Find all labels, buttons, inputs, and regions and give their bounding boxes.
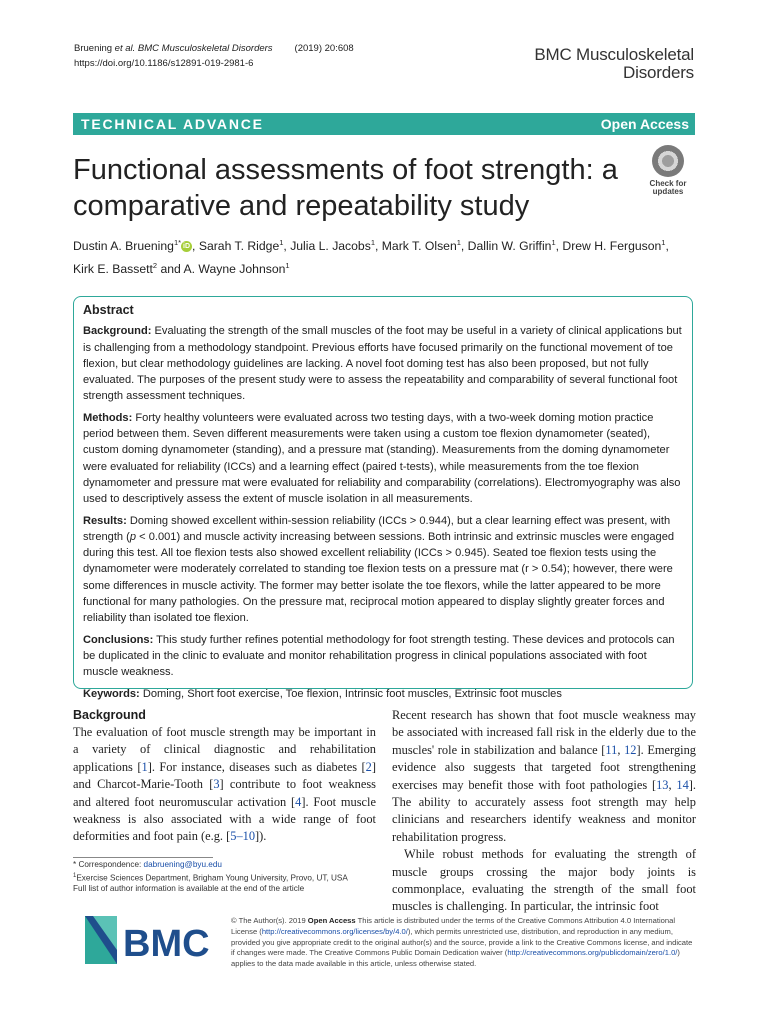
footnote-divider (73, 857, 213, 858)
citation-journal: BMC Musculoskeletal Disorders (137, 43, 273, 54)
body-left-column (73, 707, 376, 846)
body-paragraph: While robust methods for evaluating the strength of muscle groups crossing the major body joints is commonplace, evaluating the strength of the small foot muscles is challenging. In particular, the intrinsic foot (392, 847, 696, 914)
article-type-banner (73, 113, 695, 135)
citation-link[interactable]: 1 (141, 759, 148, 774)
license-link[interactable]: http://creativecommons.org/licenses/by/4.0/ (261, 926, 408, 936)
bmc-logo (83, 910, 223, 968)
bmc-logo-text: BMC (123, 923, 210, 965)
author: Julia L. Jacobs$^1$ (290, 238, 375, 254)
abstract-box (73, 296, 693, 700)
citation-etal: et al. (114, 43, 136, 54)
citation-link[interactable]: 2 (365, 759, 372, 774)
running-header (74, 41, 354, 71)
citation-link[interactable]: 4 (295, 794, 302, 809)
author: Sarah T. Ridge$^1$ (198, 238, 284, 254)
citation-link[interactable]: 12 (624, 742, 637, 757)
article-type-label: TECHNICAL ADVANCE (81, 116, 264, 132)
body-paragraph: Recent research has shown that foot muscle weakness may be associated with increased fall risk in the elderly due to the muscles' role in stabilization and balance [11, 12]. Emerging evidence also suggests that targeted foot strengthening exercises may benefit those with foot pathologies [13, 14]. The ability to accurately assess foot strength may help clinicians and researchers identify weakness and monitor rehabilitation progress. (392, 708, 696, 844)
citation-link[interactable]: 11 (605, 742, 618, 757)
abstract-keywords: Keywords: Doming, Short foot exercise, Toe flexion, Intrinsic foot muscles, Extrinsic foot muscles (83, 687, 562, 700)
citation-authors: Bruening (74, 43, 113, 54)
citation-link[interactable]: 14 (676, 777, 689, 792)
license-statement: © The Author(s). 2019 Open Access This article is distributed under the terms of the Creative Commons Attribution 4.0 International License (http://creativecommons.org/licenses/by/4.0/), which permits unrestricted use, distribution, and reproduction in any medium, provided you give appropriate credit to the original author(s) and the source, provide a link to the Creative Commons license, and indicate if changes were made. The Creative Commons Public Domain Dedication waiver (http://creativecommons.org/publicdomain/zero/1.0/) applies to the data made available in this article, unless otherwise stated. (231, 916, 693, 969)
author-list: Dustin A. Bruening$^{1*}$ iD , Sarah T. Ridge$^1$, Julia L. Jacobs$^1$, Mark T. Olsen$^1$, Dallin W. Griffin$^1$, Drew H. Ferguson$^1$, Kirk E. Bassett$^2$ and A. Wayne Johnson$^1$ (73, 238, 669, 277)
full-list-note: Full list of author information is available at the end of the article (73, 884, 305, 894)
journal-name (534, 46, 694, 82)
author: Drew H. Ferguson$^1$ (562, 238, 666, 254)
journal-name-line2: Disorders (623, 63, 694, 82)
article-title: Functional assessments of foot strength: a comparative and repeatability study (73, 154, 618, 222)
check-updates-line2: updates (652, 187, 684, 196)
citation-year: (2019) 20:608 (294, 43, 354, 54)
correspondence-note: * Correspondence: dabruening@byu.edu (73, 860, 222, 869)
affiliation-note: $^1$Exercise Sciences Department, Brigham Young University, Provo, UT, USA (73, 872, 348, 883)
abstract-conclusions: Conclusions: This study further refines potential methodology for foot strength testing. These devices and protocols can be duplicated in the clinic to evaluate and monitor rehabilitation progress in clinical populations associated with foot muscle weakness. (83, 633, 675, 679)
citation-link[interactable]: 3 (213, 777, 220, 792)
author: Dustin A. Bruening$^{1*}$ (73, 238, 182, 254)
orcid-icon[interactable]: iD (183, 243, 191, 251)
doi-link[interactable]: https://doi.org/10.1186/s12891-019-2981-6 (74, 58, 254, 69)
open-access-label: Open Access (600, 116, 689, 132)
body-paragraph: The evaluation of foot muscle strength may be important in a variety of clinical diagnostic and rehabilitation applications [1]. For instance, diseases such as diabetes [2] and Charcot-Marie-Tooth [3] contribute to foot weakness and altered foot neuromuscular activation [4]. Foot muscle weakness is also associated with a wide range of foot deformities and foot pain (e.g. [5–10]). (73, 725, 376, 844)
section-heading-background: Background (73, 708, 146, 722)
abstract-heading: Abstract (83, 303, 134, 317)
citation-link[interactable]: 13 (656, 777, 669, 792)
abstract-background: Background: Evaluating the strength of the small muscles of the foot may be useful in a variety of clinical applications but is challenging from a methodology standpoint. Previous efforts have focused primarily on the functional movement of toe flexion, but clear methodology guidelines are lacking. A novel foot doming test has also been proposed, but not fully evaluated. The purposes of the present study were to assess the repeatability and comparability of several functional foot strength assessment techniques. (83, 325, 682, 403)
email-link[interactable]: dabruening@byu.edu (143, 860, 222, 869)
check-updates-line1: Check for (649, 179, 687, 188)
journal-name-line1: BMC Musculoskeletal (534, 45, 694, 64)
author: Mark T. Olsen$^1$ (381, 238, 461, 254)
footnotes (73, 860, 383, 895)
abstract-methods: Methods: Forty healthy volunteers were evaluated across two testing days, with a two-week doming motion practice period between them. Seven different measurements were taken using a custom toe flexion dynamometer (seated), custom doming dynamometer (standing), and a pressure mat (standing). Measurements from the doming dynamometer were evaluated for reliability (ICCs) and a learning effect (paired t-tests), while measurements from the toe flexion dynamometer and pressure mat were evaluated for reliability and comparability (correlations). Electromyography was also used to descriptively assess the extent of muscle isolation in all measurements. (83, 411, 681, 506)
author: Dallin W. Griffin$^1$ (467, 238, 556, 254)
abstract-results: Results: Doming showed excellent within-session reliability (ICCs > 0.944), but a clear learning effect was present, with strength (p < 0.001) and muscle activity increasing between sessions. Both intrinsic and extrinsic muscles were engaged during this test. All toe flexion tests also showed excellent reliability (ICCs > 0.945). Seated toe flexion tests using the dynamometer were moderately correlated to standing toe flexion tests on a pressure mat (r > 0.54); however, there were some differences in muscle activity. The former may better isolate the toe flexors, while the latter appeared to be more functional for many pathologies. On the pressure mat, reciprocal motion appeared to display slightly greater forces and reliability than isolated toe flexion. (83, 514, 675, 625)
public-domain-link[interactable]: http://creativecommons.org/publicdomain/zero/1.0/ (507, 948, 678, 958)
author: A. Wayne Johnson$^1$ (183, 261, 290, 277)
body-right-column (392, 707, 696, 916)
check-for-updates-badge[interactable] (641, 145, 695, 201)
author: Kirk E. Bassett$^2$ (73, 261, 158, 277)
check-updates-icon (652, 145, 684, 177)
citation-link[interactable]: 5–10 (230, 829, 256, 844)
